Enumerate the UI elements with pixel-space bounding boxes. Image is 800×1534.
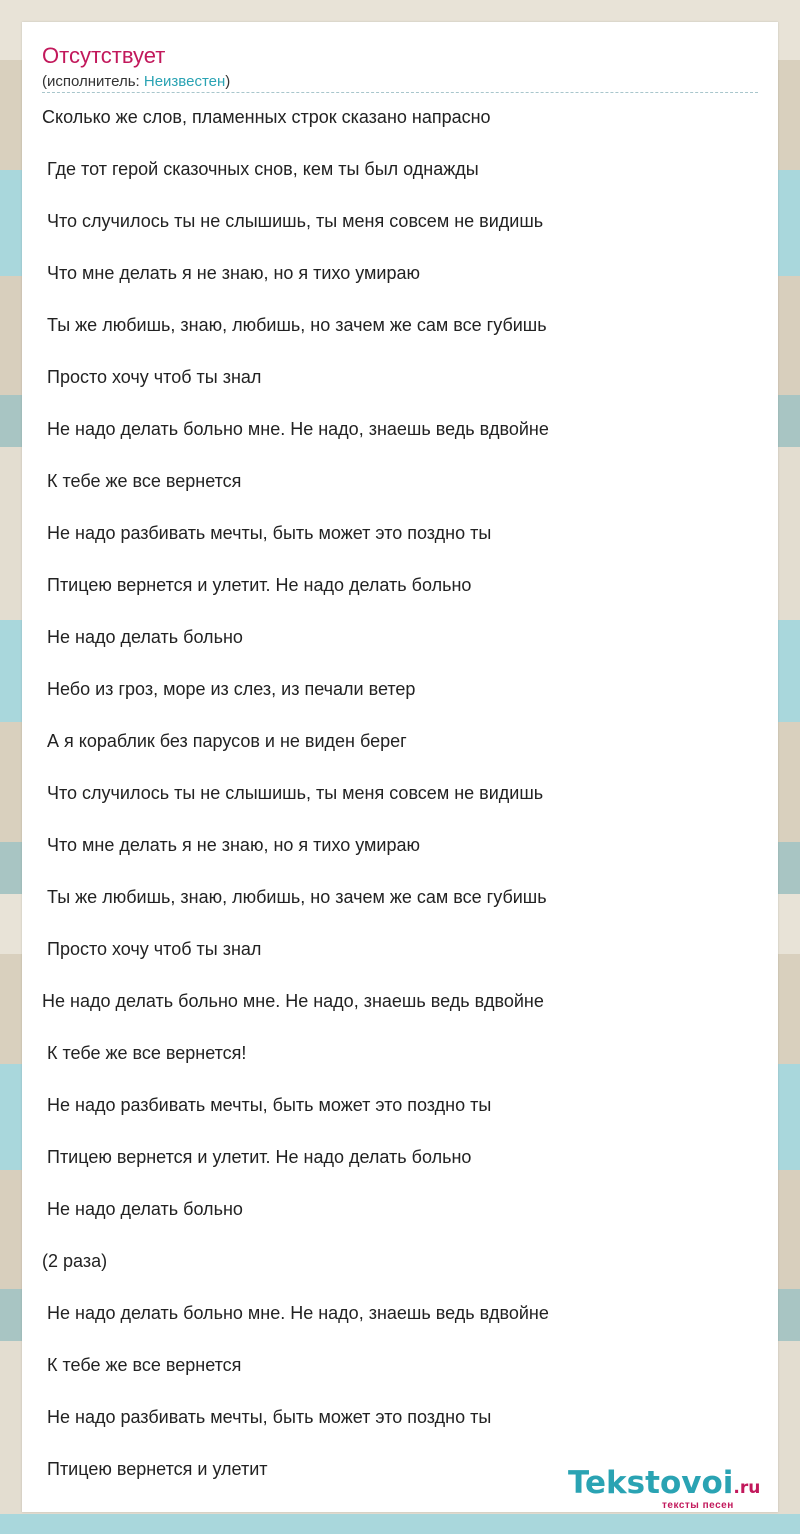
- lyric-line: Ты же любишь, знаю, любишь, но зачем же сам все губишь: [42, 887, 547, 907]
- artist-line: [42, 73, 230, 90]
- lyric-line: А я кораблик без парусов и не виден берег: [42, 731, 407, 751]
- divider: [42, 92, 758, 93]
- lyric-line: Не надо разбивать мечты, быть может это поздно ты: [42, 1095, 492, 1115]
- lyric-line: Птицею вернется и улетит. Не надо делать больно: [42, 575, 472, 595]
- lyric-line: Не надо разбивать мечты, быть может это поздно ты: [42, 523, 492, 543]
- song-title: Отсутствует: [42, 43, 166, 68]
- lyric-line: Не надо делать больно мне. Не надо, знаешь ведь вдвойне: [42, 419, 549, 439]
- artist-link[interactable]: Неизвестен: [143, 73, 226, 90]
- lyric-line: К тебе же все вернется: [42, 471, 242, 491]
- logo-name: Tekstovoi: [568, 1465, 734, 1501]
- lyric-line: Не надо делать больно: [42, 1199, 243, 1219]
- lyric-line: Ты же любишь, знаю, любишь, но зачем же сам все губишь: [42, 315, 547, 335]
- lyric-line: К тебе же все вернется!: [42, 1043, 247, 1063]
- lyric-line: Сколько же слов, пламенных строк сказано напрасно: [42, 107, 491, 127]
- lyric-line: Просто хочу чтоб ты знал: [42, 367, 262, 387]
- lyric-line: Птицею вернется и улетит: [42, 1459, 268, 1479]
- artist-suffix: ): [225, 73, 231, 90]
- lyric-line: Не надо делать больно: [42, 627, 243, 647]
- lyric-line: Что мне делать я не знаю, но я тихо умираю: [42, 263, 420, 283]
- lyric-line: К тебе же все вернется: [42, 1355, 242, 1375]
- lyric-line: Просто хочу чтоб ты знал: [42, 939, 262, 959]
- lyric-line: Что мне делать я не знаю, но я тихо умираю: [42, 835, 420, 855]
- tekstovoi-logo[interactable]: [568, 1465, 761, 1501]
- lyric-line: Не надо разбивать мечты, быть может это поздно ты: [42, 1407, 492, 1427]
- logo-tld: .ru: [733, 1478, 761, 1498]
- lyric-line: Не надо делать больно мне. Не надо, знаешь ведь вдвойне: [42, 991, 544, 1011]
- lyric-line: (2 раза): [42, 1251, 108, 1271]
- lyric-line: Птицею вернется и улетит. Не надо делать больно: [42, 1147, 472, 1167]
- lyric-line: Что случилось ты не слышишь, ты меня совсем не видишь: [42, 211, 544, 231]
- artist-prefix: (исполнитель:: [42, 73, 144, 90]
- lyric-line: Небо из гроз, море из слез, из печали ветер: [42, 679, 416, 699]
- lyric-line: Не надо делать больно мне. Не надо, знаешь ведь вдвойне: [42, 1303, 549, 1323]
- lyrics-card: [22, 22, 778, 1512]
- lyrics-text: [42, 106, 762, 1510]
- lyric-line: Что случилось ты не слышишь, ты меня совсем не видишь: [42, 783, 544, 803]
- lyric-line: Где тот герой сказочных снов, кем ты был однажды: [42, 159, 479, 179]
- logo-tagline: тексты песен: [662, 1500, 734, 1511]
